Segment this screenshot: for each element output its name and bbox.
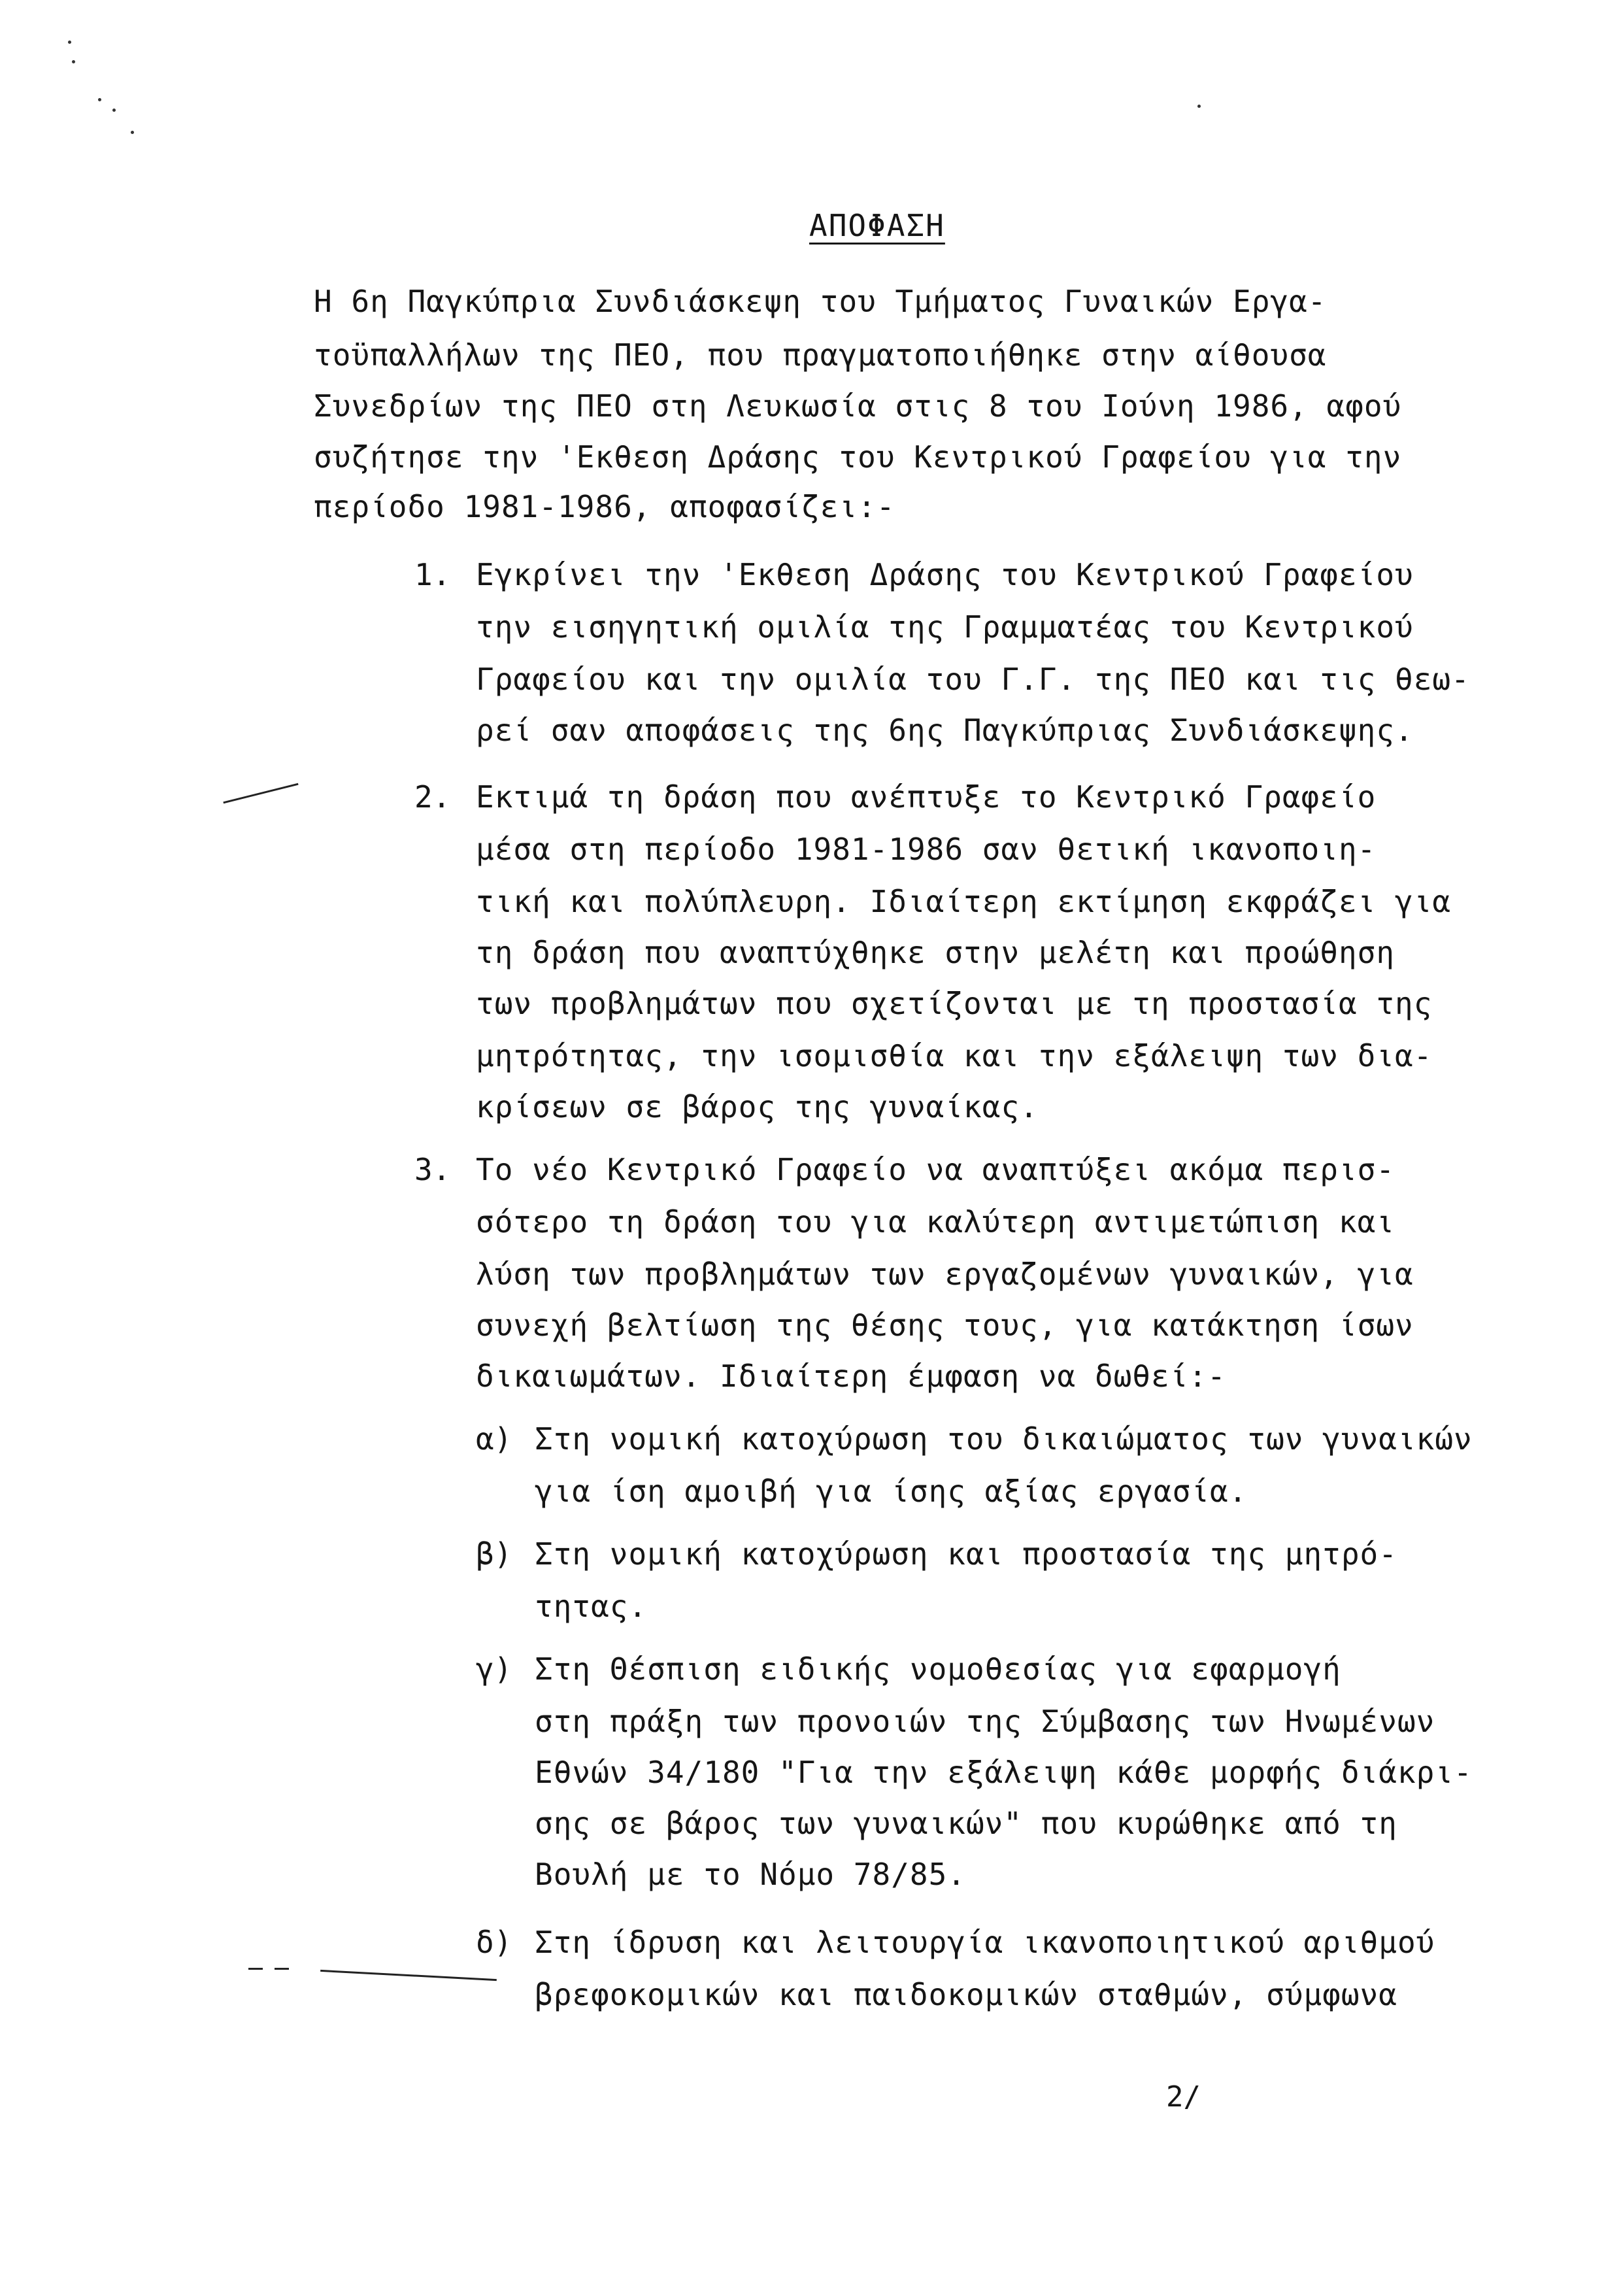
subitem-label: γ) — [476, 1651, 512, 1687]
subitem-line: Βουλή με το Νόμο 78/85. — [535, 1857, 966, 1892]
item-number: 3. — [414, 1152, 451, 1187]
subitem-label: α) — [476, 1421, 512, 1457]
subitem-line: για ίση αμοιβή για ίσης αξίας εργασία. — [535, 1474, 1248, 1509]
item-line: των προβλημάτων που σχετίζονται με τη προστασία της — [476, 986, 1433, 1021]
intro-line: τοϋπαλλήλων της ΠΕΟ, που πραγματοποιήθηκε στην αίθουσα — [314, 337, 1327, 373]
subitem-line: Στη νομική κατοχύρωση και προστασία της μητρό- — [535, 1536, 1397, 1572]
item-line: κρίσεων σε βάρος της γυναίκας. — [476, 1089, 1039, 1124]
item-line: Εγκρίνει την 'Εκθεση Δράσης του Κεντρικού Γραφείου — [476, 557, 1414, 592]
item-line: ρεί σαν αποφάσεις της 6ης Παγκύπριας Συνδιάσκεψης. — [476, 713, 1414, 748]
scan-speck — [72, 60, 75, 63]
item-line: σότερο τη δράση του για καλύτερη αντιμετώπιση και — [476, 1204, 1395, 1240]
document-title: ΑΠΟΦΑΣΗ — [809, 208, 945, 243]
item-line: δικαιωμάτων. Ιδιαίτερη έμφαση να δωθεί:- — [476, 1359, 1226, 1394]
margin-dash — [275, 1968, 289, 1970]
subitem-line: Στη Θέσπιση ειδικής νομοθεσίας για εφαρμογή — [535, 1651, 1341, 1687]
item-line: τη δράση που αναπτύχθηκε στην μελέτη και προώθηση — [476, 935, 1395, 970]
intro-line: Η 6η Παγκύπρια Συνδιάσκεψη του Τμήματος Γυναικών Εργα- — [314, 284, 1327, 319]
item-line: Εκτιμά τη δράση που ανέπτυξε το Κεντρικό Γραφείο — [476, 779, 1377, 815]
intro-line: συζήτησε την 'Εκθεση Δράσης του Κεντρικού Γραφείου για την — [314, 439, 1402, 475]
subitem-line: τητας. — [535, 1589, 648, 1624]
item-line: μητρότητας, την ισομισθία και την εξάλειψη των δια- — [476, 1038, 1433, 1073]
margin-pen-mark — [320, 1970, 497, 1981]
subitem-line: βρεφοκομικών και παιδοκομικών σταθμών, σύμφωνα — [535, 1977, 1397, 2012]
item-number: 2. — [414, 779, 451, 815]
subitem-line: σης σε βάρος των γυναικών" που κυρώθηκε από τη — [535, 1806, 1397, 1841]
scan-speck — [98, 98, 101, 101]
scan-speck — [68, 41, 71, 44]
margin-dash — [248, 1968, 263, 1970]
intro-line: Συνεδρίων της ΠΕΟ στη Λευκωσία στις 8 του Ιούνη 1986, αφού — [314, 388, 1402, 424]
item-line: λύση των προβλημάτων των εργαζομένων γυναικών, για — [476, 1257, 1414, 1292]
item-line: συνεχή βελτίωση της θέσης τους, για κατάκτηση ίσων — [476, 1308, 1414, 1343]
item-line: Γραφείου και την ομιλία του Γ.Γ. της ΠΕΟ και τις θεω- — [476, 662, 1470, 697]
subitem-line: Εθνών 34/180 "Για την εξάλειψη κάθε μορφής διάκρι- — [535, 1755, 1473, 1790]
page-marker: 2/ — [1166, 2080, 1201, 2114]
subitem-line: στη πράξη των προνοιών της Σύμβασης των Ηνωμένων — [535, 1704, 1435, 1739]
scan-speck — [131, 131, 134, 134]
item-line: την εισηγητική ομιλία της Γραμματέας του Κεντρικού — [476, 609, 1414, 645]
scan-speck — [112, 109, 116, 112]
scan-speck — [1197, 105, 1201, 108]
subitem-label: δ) — [476, 1925, 512, 1960]
subitem-line: Στη νομική κατοχύρωση του δικαιώματος των γυναικών — [535, 1421, 1473, 1457]
subitem-line: Στη ίδρυση και λειτουργία ικανοποιητικού αριθμού — [535, 1925, 1435, 1960]
margin-pen-mark — [223, 783, 298, 803]
item-line: μέσα στη περίοδο 1981-1986 σαν θετική ικανοποιη- — [476, 832, 1377, 867]
subitem-label: β) — [476, 1536, 512, 1572]
intro-line: περίοδο 1981-1986, αποφασίζει:- — [314, 489, 895, 524]
item-number: 1. — [414, 557, 451, 592]
item-line: Το νέο Κεντρικό Γραφείο να αναπτύξει ακόμα περισ- — [476, 1152, 1395, 1187]
item-line: τική και πολύπλευρη. Ιδιαίτερη εκτίμηση εκφράζει για — [476, 884, 1452, 919]
